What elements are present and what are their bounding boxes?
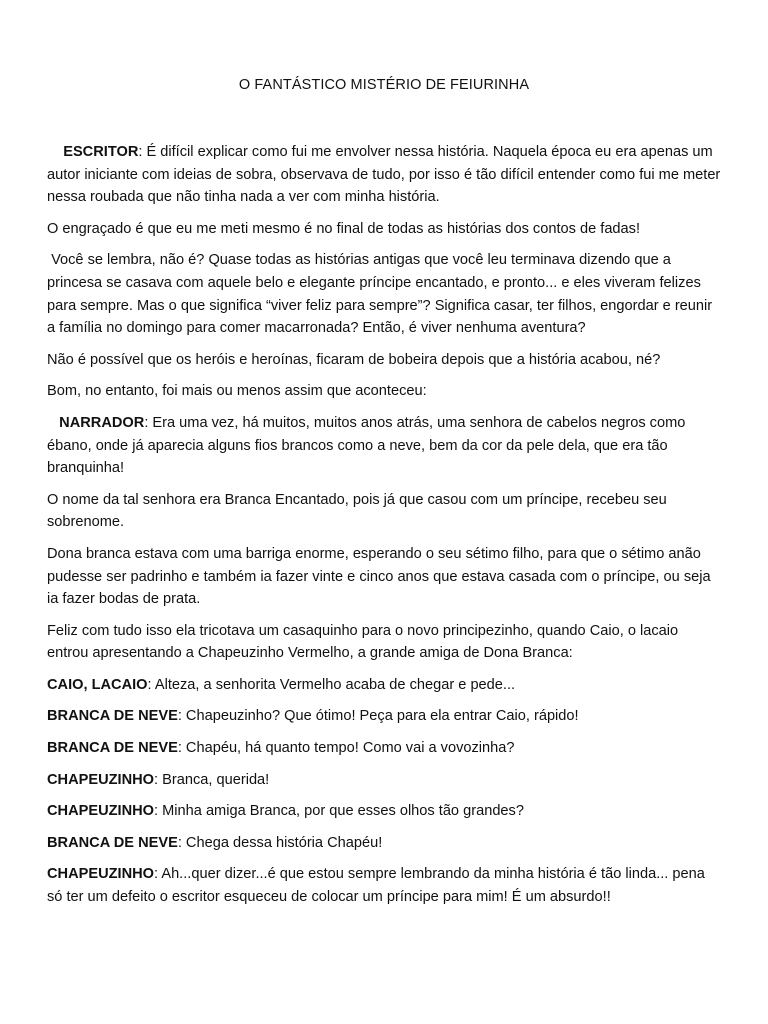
paragraph-text: Dona branca estava com uma barriga enorme, esperando o seu sétimo filho, para que o sétimo anão pudesse ser padrinho e também ia fazer vinte e cinco anos que estava casada com o príncipe, ou seja ia fazer bodas de prata.: [47, 545, 711, 608]
paragraph-text: Feliz com tudo isso ela tricotava um casaquinho para o novo principezinho, quando Caio, o lacaio entrou apresentando a Chapeuzinho Vermelho, a grande amiga de Dona Branca:: [47, 622, 679, 662]
paragraph: [47, 800, 722, 823]
paragraph: [47, 141, 722, 209]
paragraph-text: : Chapéu, há quanto tempo! Como vai a vovozinha?: [177, 740, 515, 757]
paragraph: [47, 380, 722, 403]
speaker-name: BRANCA DE NEVE: [47, 708, 178, 725]
paragraph: [47, 832, 722, 855]
paragraph: [47, 674, 722, 697]
speaker-name: ESCRITOR: [63, 144, 139, 160]
paragraph-text: Bom, no entanto, foi mais ou menos assim que aconteceu:: [47, 383, 427, 400]
paragraph-indent: [47, 415, 59, 431]
speaker-name: CHAPEUZINHO: [47, 803, 155, 820]
paragraph-text: : Branca, querida!: [154, 771, 270, 788]
paragraph: [47, 543, 722, 611]
paragraph-text: : Chega dessa história Chapéu!: [177, 834, 383, 851]
paragraph-text: : Chapeuzinho? Que ótimo! Peça para ela entrar Caio, rápido!: [177, 708, 579, 725]
paragraph-text: O engraçado é que eu me meti mesmo é no final de todas as histórias dos contos de fadas!: [47, 220, 641, 237]
paragraph-text: Você se lembra, não é? Quase todas as histórias antigas que você leu terminava dizendo que a princesa se casava com aquele belo e elegante príncipe encantado, e pronto... e eles viveram felizes para sempre. Mas o que significa “viver feliz para sempre”? Significa casar, ter filhos, engordar e reunir a família no domingo para comer macarronada? Então, é viver nenhuma aventura?: [47, 252, 713, 337]
paragraph: [47, 489, 722, 534]
speaker-name: NARRADOR: [59, 414, 145, 431]
paragraph-text: O nome da tal senhora era Branca Encantado, pois já que casou com um príncipe, recebeu seu sobrenome.: [47, 491, 667, 531]
document-body: [47, 141, 722, 918]
speaker-name: CHAPEUZINHO: [47, 771, 155, 788]
paragraph-indent: [47, 144, 63, 160]
document-title: O FANTÁSTICO MISTÉRIO DE FEIURINHA: [238, 77, 530, 93]
paragraph: [47, 349, 722, 372]
paragraph-text: : Ah...quer dizer...é que estou sempre lembrando da minha história é tão linda... pena só ter um defeito o escritor esqueceu de colocar um príncipe para mim! É um absurdo!!: [47, 866, 705, 906]
paragraph-text: Não é possível que os heróis e heroínas, ficaram de bobeira depois que a história acabou, né?: [47, 351, 661, 368]
paragraph: [47, 737, 722, 760]
paragraph: [47, 218, 722, 241]
paragraph-text: : Minha amiga Branca, por que esses olhos tão grandes?: [154, 803, 524, 820]
paragraph: [47, 620, 722, 665]
speaker-name: CAIO, LACAIO: [47, 676, 148, 693]
speaker-name: CHAPEUZINHO: [47, 866, 155, 883]
speaker-name: BRANCA DE NEVE: [47, 740, 178, 757]
paragraph-text: : Alteza, a senhorita Vermelho acaba de chegar e pede...: [147, 676, 516, 693]
paragraph: [47, 249, 722, 339]
speaker-name: BRANCA DE NEVE: [47, 834, 178, 851]
paragraph-text: : É difícil explicar como fui me envolver nessa história. Naquela época eu era apenas um autor iniciante com ideias de sobra, observava de tudo, por isso é tão difícil entender como fui me meter nessa roubada que não tinha nada a ver com minha história.: [47, 144, 721, 206]
paragraph: [47, 412, 722, 480]
paragraph-text: : Era uma vez, há muitos, muitos anos atrás, uma senhora de cabelos negros como ébano, onde já aparecia alguns fios brancos como a neve, bem da cor da pele dela, que era tão branquinha!: [47, 414, 686, 477]
paragraph: [47, 863, 722, 908]
paragraph: [47, 705, 722, 728]
paragraph: [47, 769, 722, 792]
